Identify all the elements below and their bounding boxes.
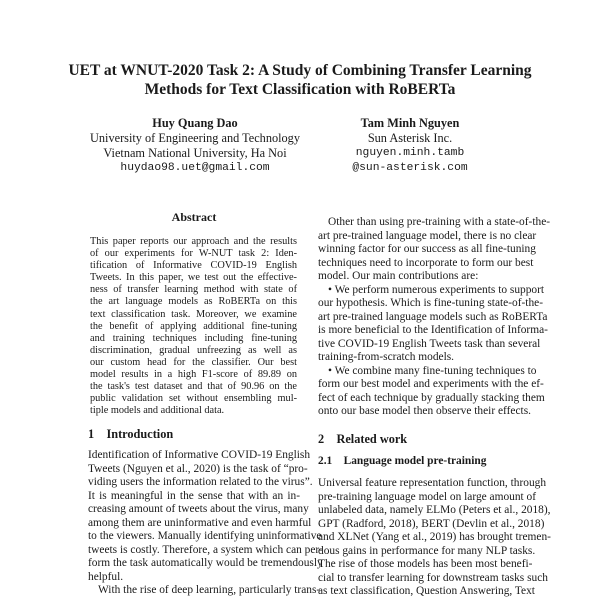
text-line: the task's test dataset and that of 90.96 on the — [90, 381, 297, 393]
text-line: onto our base model then observe their effects. — [318, 405, 531, 417]
author-affiliation: University of Engineering and Technology — [90, 131, 300, 145]
text-line: the art language models as RoBERTa on this — [90, 296, 297, 308]
text-line: Identification of Informative COVID-19 English — [88, 449, 311, 461]
abstract-heading: Abstract — [171, 210, 217, 224]
text-line: training-from-scratch models. — [318, 351, 455, 363]
text-line: art pre-trained language model, there is no clear — [318, 229, 537, 242]
text-line: our custom head for the classifier. Our best — [90, 356, 297, 368]
text-line: • We combine many fine-tuning techniques to — [328, 364, 537, 377]
text-line: form our best model and experiments with the ef- — [318, 378, 544, 390]
text-line: helpful. — [88, 570, 124, 583]
author-email: @sun-asterisk.com — [352, 162, 468, 174]
author-name: Tam Minh Nguyen — [360, 116, 460, 130]
text-line: Tweets (Nguyen et al., 2020) is the task of “pro- — [88, 462, 308, 475]
text-line: With the rise of deep learning, particularly trans- — [98, 584, 321, 596]
related-work-body — [318, 477, 551, 599]
text-line: and XLNet (Yang et al., 2019) has brought tremen- — [318, 531, 551, 543]
text-line: is more beneficial to the Identification of Informa- — [318, 324, 548, 336]
text-line: cial to transfer learning for downstream tasks such — [318, 571, 548, 584]
text-line: ness of transfer learning method with state of — [90, 284, 297, 296]
text-line: Tweets. In this paper, we test out the effective- — [90, 272, 297, 284]
text-line: dous gains in performance for many NLP tasks. — [318, 544, 536, 557]
text-line: GPT (Radford, 2018), BERT (Devlin et al., 2018) — [318, 517, 545, 530]
abstract-body — [90, 236, 297, 417]
author-email: nguyen.minh.tamb — [355, 147, 465, 159]
paper-title-line-1: UET at WNUT-2020 Task 2: A Study of Combining Transfer Learning — [68, 62, 532, 79]
text-line: It is meaningful in the sense that with an in- — [88, 489, 300, 502]
text-line: • We perform numerous experiments to support — [328, 283, 545, 296]
author-name: Huy Quang Dao — [152, 116, 238, 130]
text-line: Other than using pre-training with a state-of-the- — [328, 216, 551, 228]
text-line: pre-training language model on large amount of — [318, 490, 537, 503]
author-email: huydao98.uet@gmail.com — [120, 162, 270, 174]
subsection-title: Language model pre-training — [343, 455, 487, 467]
text-line: This paper reports our approach and the results — [90, 236, 297, 247]
author-1 — [90, 116, 300, 176]
text-line: art pre-trained language models such as RoBERTa — [318, 310, 548, 323]
subsection-heading — [318, 455, 486, 467]
text-line: model. Our main contributions are: — [318, 270, 479, 282]
text-line: tive COVID-19 English Tweets task than several — [318, 337, 541, 350]
section-number: 2 — [318, 432, 325, 446]
text-line: viding users the information related to the virus”. — [88, 476, 313, 488]
text-line: creasing amount of tweets about the virus, many — [88, 503, 309, 515]
text-line: tiple models and additional data. — [90, 405, 225, 417]
author-affiliation: Sun Asterisk Inc. — [367, 131, 453, 145]
text-line: techniques need to incorporate to form our best — [318, 256, 534, 269]
contribution-bullet — [318, 283, 548, 365]
intro-body — [88, 449, 323, 598]
section-title: Related work — [336, 432, 408, 446]
text-line: fect of each technique by gradually stacking them — [318, 391, 545, 404]
author-affiliation: Vietnam National University, Ha Noi — [103, 146, 287, 160]
text-line: winning factor for our success as all fine-tuning — [318, 243, 536, 255]
text-line: discrimination, gradual unfreezing as well as — [90, 344, 297, 356]
text-line: tification of Informative COVID-19 English — [90, 260, 297, 272]
text-line: unlabeled data, namely ELMo (Peters et al., 2018), — [318, 504, 551, 516]
contribution-bullet — [318, 364, 545, 419]
text-line: Universal feature representation function, through — [318, 477, 547, 489]
text-line: The rise of those models has been most benefi- — [318, 558, 533, 570]
text-line: our hypothesis. Which is fine-tuning state-of-the- — [318, 297, 544, 309]
text-line: and training techniques including fine-tuning — [90, 332, 297, 344]
text-line: to the viewers. Manually identifying uninformative — [88, 530, 322, 542]
text-line: text classification task. Moreover, we examine — [90, 308, 297, 320]
right-column-intro — [318, 216, 551, 419]
text-line: form the task automatically would be tremendously — [88, 557, 323, 569]
intro-heading — [88, 427, 173, 442]
text-line: tweets is costly. Therefore, a system which can per- — [88, 543, 323, 556]
text-line: the benefit of applying additional fine-tuning — [90, 320, 297, 332]
text-line: of our experiments for W-NUT task 2: Iden- — [90, 248, 297, 260]
subsection-number: 2.1 — [318, 455, 333, 467]
author-2 — [318, 116, 502, 176]
section-number: 1 — [88, 427, 95, 441]
section-title: Introduction — [106, 427, 174, 441]
text-line: public validation set without ensembling mul- — [90, 393, 297, 405]
related-work-heading — [318, 432, 407, 447]
paper-title-line-2: Methods for Text Classification with RoBERTa — [144, 81, 456, 98]
text-line: among them are uninformative and even harmful — [88, 516, 312, 529]
text-line: model results in a high F1-score of 89.89 on — [90, 369, 297, 381]
text-line: as text classification, Question Answering, Text — [318, 585, 535, 597]
